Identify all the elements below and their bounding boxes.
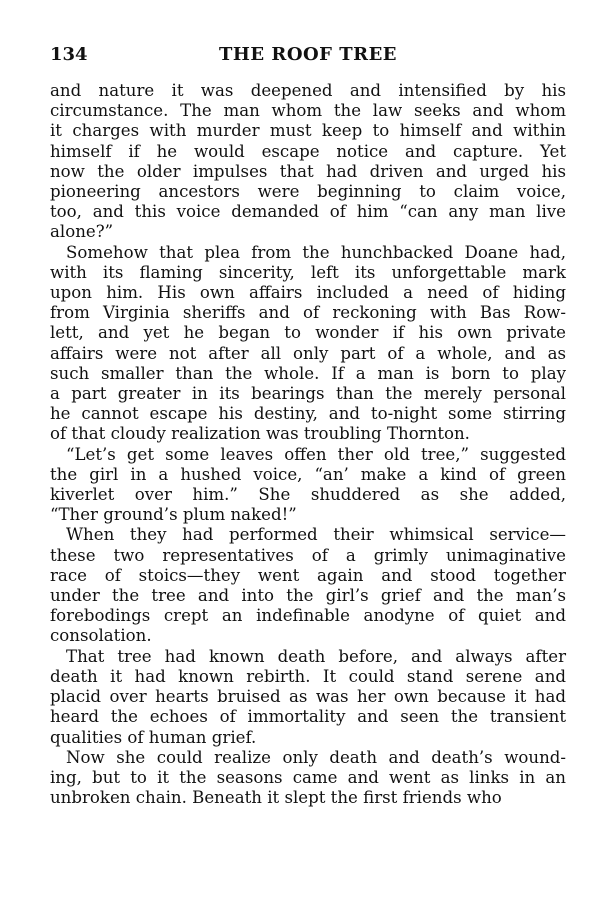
text-line: pioneering ancestors were beginning to claim voice,	[50, 182, 566, 202]
page-header	[50, 40, 566, 70]
paragraph	[50, 81, 566, 243]
text-line: kiverlet over him.” She shuddered as she added,	[50, 485, 566, 505]
text-line: himself if he would escape notice and capture. Yet	[50, 141, 566, 161]
text-line: death it had known rebirth. It could stand serene and	[50, 666, 566, 686]
text-line: circumstance. The man whom the law seeks and whom	[50, 101, 566, 121]
paragraph	[50, 445, 566, 526]
running-title: THE ROOF TREE	[218, 44, 398, 65]
text-line: heard the echoes of immortality and seen the transient	[50, 707, 566, 727]
text-line: qualities of human grief.	[50, 727, 257, 747]
text-line: unbroken chain. Beneath it slept the first friends who	[50, 788, 502, 808]
text-line: it charges with murder must keep to himself and within	[50, 121, 566, 141]
text-line: the girl in a hushed voice, “an’ make a kind of green	[50, 464, 566, 484]
text-line: Somehow that plea from the hunchbacked Doane had,	[66, 242, 566, 262]
page-number: 134	[50, 44, 88, 65]
paragraph	[50, 647, 566, 748]
text-line: from Virginia sheriffs and of reckoning with Bas Row-	[50, 303, 566, 323]
body-text	[50, 81, 566, 808]
paragraph	[50, 748, 566, 809]
text-line: of that cloudy realization was troubling Thornton.	[50, 424, 470, 444]
text-line: race of stoics—they went again and stood together	[50, 565, 566, 585]
text-line: affairs were not after all only part of a whole, and as	[50, 343, 566, 363]
text-line: such smaller than the whole. If a man is born to play	[50, 363, 566, 383]
text-line: Now she could realize only death and death’s wound-	[66, 747, 566, 767]
text-line: he cannot escape his destiny, and to-night some stirring	[50, 404, 566, 424]
paragraph	[50, 243, 566, 445]
text-line: a part greater in its bearings than the merely personal	[50, 384, 566, 404]
text-line: now the older impulses that had driven and urged his	[50, 161, 566, 181]
text-line: too, and this voice demanded of him “can any man live	[50, 202, 566, 222]
text-line: That tree had known death before, and always after	[66, 646, 566, 666]
text-line: these two representatives of a grimly unimaginative	[50, 545, 566, 565]
text-line: forebodings crept an indefinable anodyne of quiet and	[50, 606, 566, 626]
text-line: with its flaming sincerity, left its unforgettable mark	[50, 262, 566, 282]
text-line: “Let’s get some leaves offen ther old tree,” suggested	[66, 444, 566, 464]
text-line: upon him. His own affairs included a need of hiding	[50, 283, 566, 303]
paragraph	[50, 525, 566, 646]
text-line: consolation.	[50, 626, 152, 646]
book-page	[50, 40, 566, 808]
text-line: placid over hearts bruised as was her own because it had	[50, 687, 566, 707]
text-line: under the tree and into the girl’s grief and the man’s	[50, 586, 566, 606]
text-line: “Ther ground’s plum naked!”	[50, 505, 297, 525]
text-line: and nature it was deepened and intensified by his	[50, 81, 566, 100]
text-line: ing, but to it the seasons came and went as links in an	[50, 767, 566, 787]
text-line: lett, and yet he began to wonder if his own private	[50, 323, 566, 343]
text-line: alone?”	[50, 222, 114, 242]
text-line: When they had performed their whimsical service—	[66, 525, 566, 545]
